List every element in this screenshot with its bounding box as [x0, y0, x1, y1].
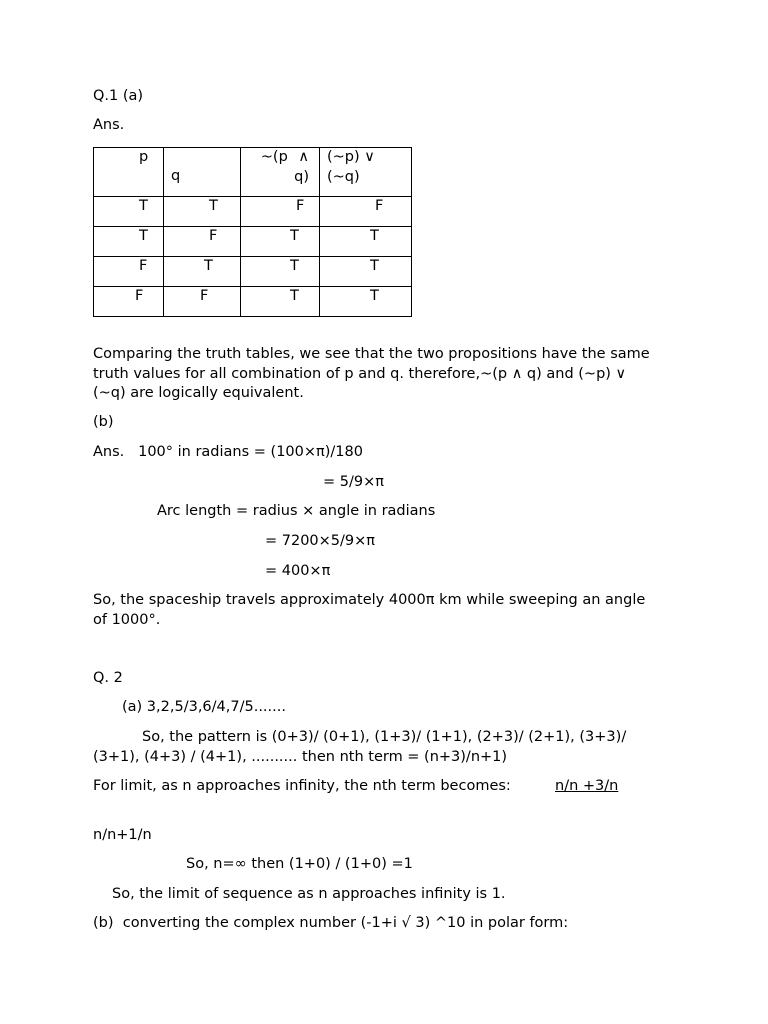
table-cell: F	[164, 227, 241, 257]
table-cell: F	[94, 287, 164, 317]
table-row	[94, 257, 412, 287]
table-cell: T	[241, 257, 320, 287]
table-cell: T	[320, 257, 412, 287]
q2b-text: (b) converting the complex number (-1+i √ 3) ^10 in polar form:	[93, 915, 569, 931]
table-row	[94, 197, 412, 227]
q2a-sequence: (a) 3,2,5/3,6/4,7/5.......	[122, 699, 286, 715]
table-cell: T	[94, 227, 164, 257]
header-p: p	[94, 148, 164, 197]
q1b-radians-result: = 5/9×π	[323, 474, 384, 490]
table-cell: T	[164, 197, 241, 227]
q2a-limit-denominator: n/n+1/n	[93, 827, 152, 843]
table-cell: T	[320, 227, 412, 257]
q1-part-b-label: (b)	[93, 414, 114, 430]
q2a-limit-conclusion: So, the limit of sequence as n approaches infinity is 1.	[112, 886, 506, 902]
q2-heading: Q. 2	[93, 670, 123, 686]
table-cell: F	[164, 287, 241, 317]
table-cell: T	[241, 227, 320, 257]
q2a-pattern: So, the pattern is (0+3)/ (0+1), (1+3)/ (1+1), (2+3)/ (2+1), (3+3)/ (3+1), (4+3) / (4+1), .......... then nth term = (n+3)/n+1)	[93, 729, 627, 765]
table-cell: T	[241, 287, 320, 317]
q1-answer-label: Ans.	[93, 117, 125, 133]
table-cell: F	[94, 257, 164, 287]
header-not-p-or-not-q: (~p) ∨ (~q)	[320, 148, 412, 197]
q1-conclusion: Comparing the truth tables, we see that the two propositions have the same truth values for all combination of p and q. therefore,~(p ∧ q) and (~p) ∨ (~q) are logically equivalent.	[93, 346, 650, 401]
truth-table-header-row	[94, 148, 412, 197]
table-cell: T	[320, 287, 412, 317]
q2a-limit-calculation: So, n=∞ then (1+0) / (1+0) =1	[186, 856, 413, 872]
table-row	[94, 287, 412, 317]
table-cell: T	[94, 197, 164, 227]
q2a-limit-text: For limit, as n approaches infinity, the nth term becomes:	[93, 778, 511, 794]
q1b-arc-length-result: = 400×π	[265, 563, 331, 579]
q1-heading: Q.1 (a)	[93, 88, 144, 104]
header-q: q	[164, 148, 241, 197]
truth-table	[93, 147, 412, 317]
q1b-radians-line: Ans. 100° in radians = (100×π)/180	[93, 444, 363, 460]
table-cell: F	[241, 197, 320, 227]
table-cell: F	[320, 197, 412, 227]
q1b-arc-length-formula: Arc length = radius × angle in radians	[157, 503, 436, 519]
q1b-conclusion: So, the spaceship travels approximately 4000π km while sweeping an angle of 1000°.	[93, 592, 646, 628]
q1b-arc-length-substitution: = 7200×5/9×π	[265, 533, 376, 549]
table-row	[94, 227, 412, 257]
header-not-p-and-q: ~(p ∧ q)	[241, 148, 320, 197]
table-cell: T	[164, 257, 241, 287]
q2a-limit-numerator: n/n +3/n	[555, 778, 619, 794]
